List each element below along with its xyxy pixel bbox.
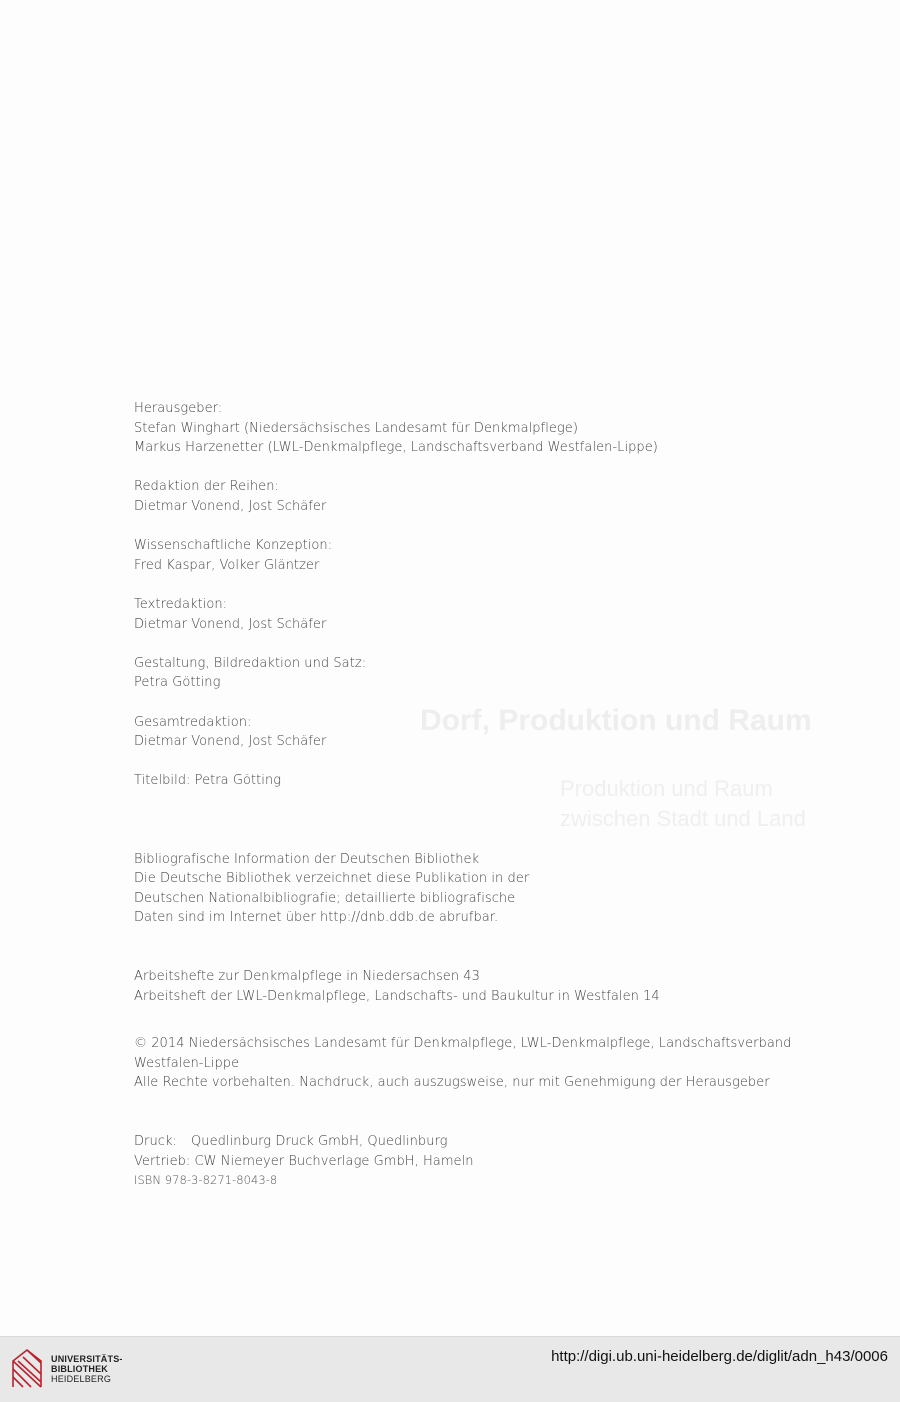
distribution-line: Vertrieb: CW Niemeyer Buchverlage GmbH, Hameln [134, 1153, 474, 1169]
cover-image-credit: Titelbild: Petra Götting [134, 773, 282, 789]
text-editing: Dietmar Vonend, Jost Schäfer [134, 616, 327, 632]
series-editors: Dietmar Vonend, Jost Schäfer [134, 498, 327, 514]
print-label: Druck: [134, 1133, 177, 1149]
overall-editing-label: Gesamtredaktion: [134, 714, 252, 730]
design-label: Gestaltung, Bildredaktion und Satz: [134, 655, 367, 671]
print-value: Quedlinburg Druck GmbH, Quedlinburg [191, 1133, 448, 1149]
imprint-block [134, 399, 794, 1191]
editor-2: Markus Harzenetter (LWL-Denkmalpflege, Landschaftsverband Westfalen-Lippe) [134, 440, 658, 456]
bibliographic-line-2: Die Deutsche Bibliothek verzeichnet diese Publikation in der [134, 871, 530, 887]
copyright-line-2: Westfalen-Lippe [134, 1055, 240, 1071]
concept: Fred Kaspar, Volker Gläntzer [134, 557, 320, 573]
library-footer-bar [0, 1336, 900, 1402]
library-name [51, 1354, 123, 1384]
copyright-line-3: Alle Rechte vorbehalten. Nachdruck, auch auszugsweise, nur mit Genehmigung der Herausgeber [134, 1075, 770, 1091]
print-line [134, 1132, 794, 1152]
isbn: ISBN 978-3-8271-8043-8 [134, 1173, 278, 1188]
bibliographic-line-1: Bibliografische Information der Deutschen Bibliothek [134, 851, 480, 867]
library-name-line-2: BIBLIOTHEK [51, 1364, 108, 1374]
bibliographic-line-4: Daten sind im Internet über http://dnb.ddb.de abrufbar. [134, 910, 499, 926]
library-name-line-1: UNIVERSITÄTS- [51, 1354, 123, 1364]
show-through-title: Dorf, Produktion und Raum [420, 704, 812, 737]
series-line-2: Arbeitsheft der LWL-Denkmalpflege, Landschafts- und Baukultur in Westfalen 14 [134, 988, 660, 1004]
show-through-subtitle-1: Produktion und Raum [560, 776, 773, 801]
concept-label: Wissenschaftliche Konzeption: [134, 538, 333, 554]
series-editors-label: Redaktion der Reihen: [134, 479, 279, 495]
design: Petra Götting [134, 675, 221, 691]
permalink-url[interactable]: http://digi.ub.uni-heidelberg.de/diglit/adn_h43/0006 [551, 1348, 888, 1365]
text-editing-label: Textredaktion: [134, 596, 228, 612]
overall-editing: Dietmar Vonend, Jost Schäfer [134, 734, 327, 750]
series-line-1: Arbeitshefte zur Denkmalpflege in Niedersachsen 43 [134, 969, 480, 985]
editors-label: Herausgeber: [134, 401, 223, 416]
editor-1: Stefan Winghart (Niedersächsisches Landesamt für Denkmalpflege) [134, 420, 578, 436]
copyright-line-1: © 2014 Niedersächsisches Landesamt für Denkmalpflege, LWL-Denkmalpflege, Landschaftsverband [134, 1036, 792, 1051]
show-through-subtitle-2: zwischen Stadt und Land [560, 806, 806, 831]
library-name-line-3: HEIDELBERG [51, 1374, 112, 1384]
university-library-logo-icon[interactable] [10, 1347, 44, 1389]
bibliographic-line-3: Deutschen Nationalbibliografie; detaillierte bibliografische [134, 890, 516, 906]
